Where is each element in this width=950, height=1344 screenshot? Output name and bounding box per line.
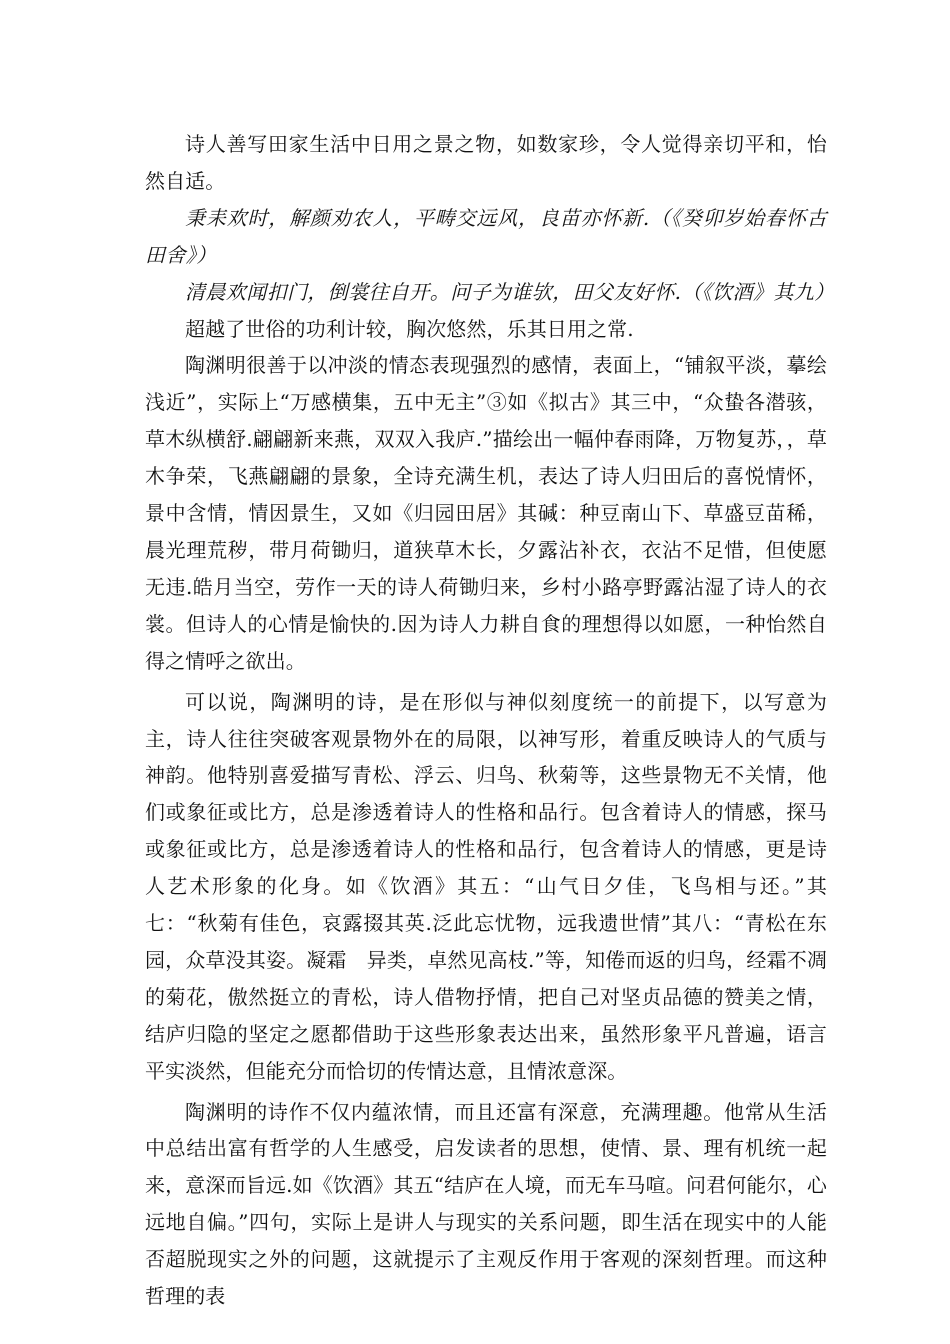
poem-quote-1: 秉耒欢时，解颜劝农人，平畴交远风，良苗亦怀新.（《癸卯岁始春怀古田舍》） xyxy=(145,205,827,267)
document-page xyxy=(145,126,835,1315)
paragraph-intro: 诗人善写田家生活中日用之景之物，如数家珍，令人觉得亲切平和，怡然自适。 xyxy=(145,132,827,193)
paragraph-summary: 超越了世俗的功利计较，胸次悠然，乐其日用之常. xyxy=(185,316,634,341)
paragraph-imagery: 可以说，陶渊明的诗，是在形似与神似刻度统一的前提下，以写意为主，诗人往往突破客观景物外在的局限，以神写形，着重反映诗人的气质与神韵。他特别喜爱描写青松、浮云、归鸟、秋菊等，这些景物无不关情，他们或象征或比方，总是渗透着诗人的性格和品行。包含着诗人的情感，探马或象征或比方，总是渗透着诗人的性格和品行，包含着诗人的情感，更是诗人艺术形象的化身。如《饮酒》其五：“山气日夕佳，飞鸟相与还。”其七：“秋菊有佳色，哀露掇其英.泛此忘忧物，远我遗世情”其八：“青松在东园，众草没其姿。凝霜 异类，卓然见高枝.”等，知倦而返的归鸟，经霜不凋的菊花，傲然挺立的青松，诗人借物抒情，把自己对坚贞品德的赞美之情，结庐归隐的坚定之愿都借助于这些形象表达出来，虽然形象平凡普遍，语言平实淡然，但能充分而恰切的传情达意，且情浓意深。 xyxy=(145,689,827,1083)
paragraph-emotion: 陶渊明很善于以冲淡的情态表现强烈的感情，表面上，“铺叙平淡，摹绘浅近”，实际上“万感横集，五中无主”③如《拟古》其三中，“众蛰各潜骇，草木纵横舒.翩翩新来燕，双双入我庐.”描绘出一幅仲春雨降，万物复苏，，草木争荣，飞燕翩翩的景象，全诗充满生机，表达了诗人归田后的喜悦情怀，景中含情，情因景生，又如《归园田居》其碱：种豆南山下、草盛豆苗稀，晨光理荒秽，带月荷锄归，道狭草木长，夕露沾补衣，衣沾不足惜，但使愿无违.皓月当空，劳作一天的诗人荷锄归来，乡村小路亭野露沾湿了诗人的衣裳。但诗人的心情是愉快的.因为诗人力耕自食的理想得以如愿，一种怡然自得之情呼之欲出。 xyxy=(145,353,827,673)
poem-quote-2: 清晨欢闻扣门，倒裳往自开。问子为谁欤，田父友好怀.（《饮酒》其九） xyxy=(185,279,835,304)
paragraph-philosophy: 陶渊明的诗作不仅内蕴浓情，而且还富有深意，充满理趣。他常从生活中总结出富有哲学的人生感受，启发读者的思想，使情、景、理有机统一起来，意深而旨远.如《饮酒》其五“结庐在人境，而无车马喧。问君何能尔，心远地自偏。”四句，实际上是讲人与现实的关系问题，即生活在现实中的人能否超脱现实之外的问题，这就提示了主观反作用于客观的深刻哲理。而这种哲理的表 xyxy=(145,1099,827,1309)
